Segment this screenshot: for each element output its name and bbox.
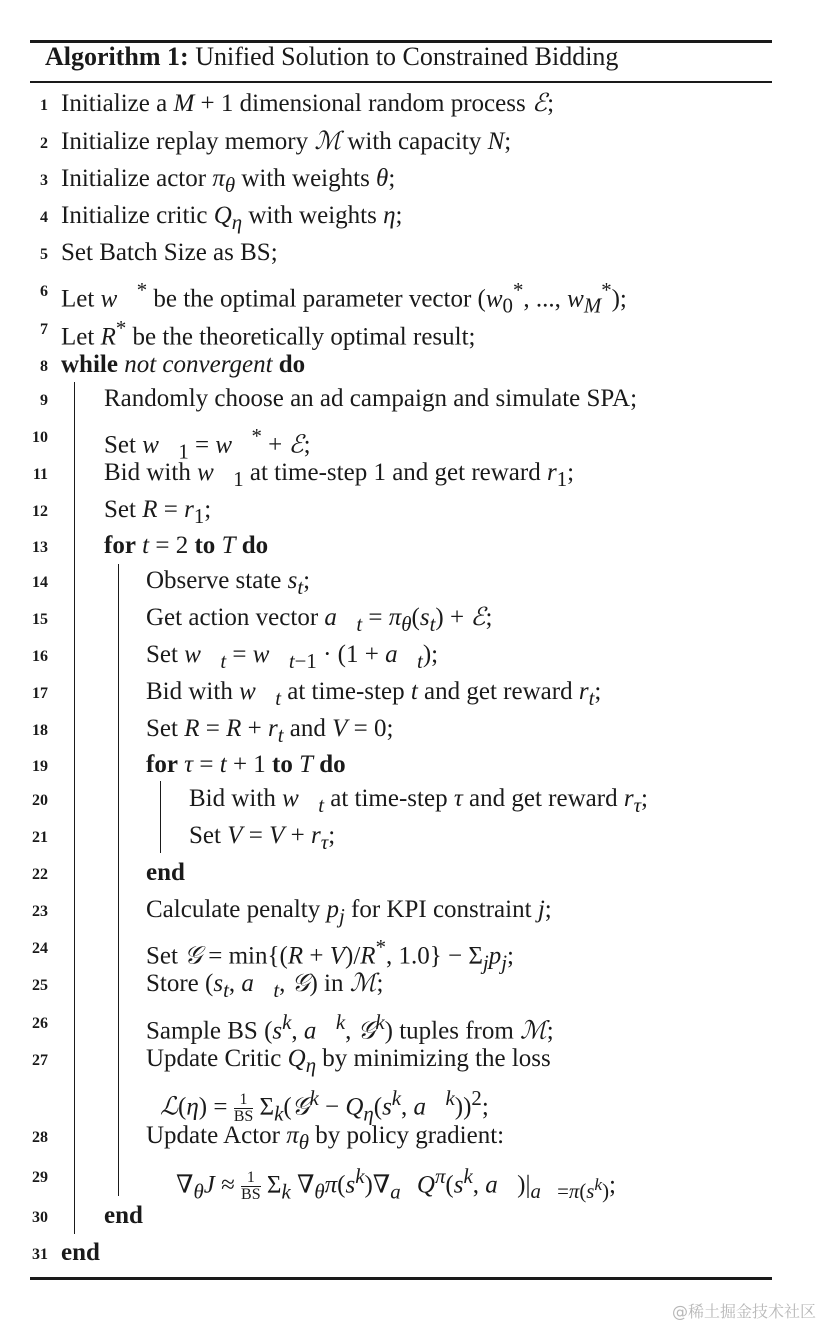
line-text: Update Critic $Q_\eta$ by minimizing the loss [146, 1045, 551, 1077]
line-text: Bid with $w⃗_1$ at time-step 1 and get reward $r_1$; [104, 459, 575, 491]
line-number: 31 [32, 1246, 48, 1263]
line-text: Set 𝒢 = min{(R + V)/R*, $1.0\} - \Sigma_jp_j$; [146, 935, 514, 975]
line-number: 19 [32, 758, 48, 775]
algo-line [0, 1158, 790, 1204]
bottom-rule [30, 1277, 772, 1280]
algo-line [0, 455, 790, 491]
algo-line [0, 347, 790, 383]
algo-line [0, 818, 790, 854]
line-number: 29 [32, 1169, 48, 1186]
line-number: 12 [32, 503, 48, 520]
algo-line [0, 272, 790, 318]
line-text: Update Actor $\pi_\theta$ by policy gradient: [146, 1122, 505, 1154]
line-number: 14 [32, 574, 48, 591]
line-text: Initialize a M + 1 dimensional random process ℰ; [61, 90, 555, 117]
line-number: 13 [32, 539, 48, 556]
line-number: 15 [32, 611, 48, 628]
watermark: @稀土掘金技术社区 [671, 1302, 816, 1321]
line-number: 27 [32, 1052, 48, 1069]
algorithm-label: Algorithm 1: [45, 42, 189, 71]
line-text: end [61, 1239, 100, 1266]
line-text: Let w⃗* be the optimal parameter vector ($w_0^*$, ..., $w_M^*$); [61, 278, 627, 318]
line-text: Set $R = R + r_t$ and V = 0; [146, 715, 394, 747]
line-text: Initialize critic $Q_\eta$ with weights η; [61, 202, 403, 234]
line-number: 21 [32, 829, 48, 846]
header-rule [30, 81, 772, 83]
line-text: Set Batch Size as BS; [61, 239, 278, 266]
line-number: 17 [32, 685, 48, 702]
line-number: 24 [32, 940, 48, 957]
algorithm-caption [45, 42, 618, 72]
line-number: 23 [32, 903, 48, 920]
line-number: 20 [32, 792, 48, 809]
line-number: 8 [40, 358, 48, 375]
line-text: Bid with $w⃗_t$ at time-step t and get reward $r_t$; [146, 678, 602, 710]
algo-line [0, 198, 790, 234]
algo-line [0, 528, 790, 564]
algorithm-title: Unified Solution to Constrained Bidding [195, 42, 619, 71]
algo-line [0, 855, 790, 891]
line-number: 2 [40, 135, 48, 152]
line-text: Set $R = r_1$; [104, 496, 212, 528]
algo-line [0, 1235, 790, 1271]
line-text: Observe state $s_t$; [146, 567, 311, 599]
algo-line [0, 492, 790, 528]
algo-line [0, 1004, 790, 1045]
line-text: end [146, 859, 185, 886]
line-number: 26 [32, 1015, 48, 1032]
line-text: $\nabla_\theta J$ ≈ $\frac{1}{BS}$ $\Sigma_k$ $\nabla_\theta\pi(s^k)\nabla_{a⃗}Q^\pi(s^k$, $a⃗)|_{a⃗=\pi(s^k)}$; [176, 1164, 616, 1204]
algo-line [0, 86, 790, 122]
line-number: 9 [40, 392, 48, 409]
line-number: 1 [40, 97, 48, 114]
algo-line [0, 563, 790, 599]
algo-line [0, 1118, 790, 1154]
line-text: end [104, 1202, 143, 1229]
line-text: Set $w⃗_t$ = $w⃗_{t-1} \cdot (1$ + $a⃗_t$); [146, 641, 439, 673]
algo-line [0, 418, 790, 464]
line-text: Randomly choose an ad campaign and simulate SPA; [104, 385, 638, 412]
algo-line [0, 381, 790, 417]
algo-line [0, 781, 790, 817]
algo-line [0, 929, 790, 975]
line-number: 5 [40, 246, 48, 263]
line-number: 4 [40, 209, 48, 226]
line-text: for τ = t + 1 to T do [146, 751, 346, 778]
line-text: Initialize replay memory ℳ with capacity N; [61, 128, 512, 155]
line-text: Initialize actor $\pi_\theta$ with weights θ; [61, 165, 396, 197]
line-number: 22 [32, 866, 48, 883]
line-text: Let R* be the theoretically optimal result; [61, 316, 476, 351]
algo-line [0, 161, 790, 197]
algo-line [0, 235, 790, 271]
line-number: 6 [40, 283, 48, 300]
line-text: for t = 2 to T do [104, 532, 269, 559]
line-number: 3 [40, 172, 48, 189]
algo-line [0, 600, 790, 636]
line-text: Bid with $w⃗_t$ at time-step τ and get reward $r_\tau$; [189, 785, 648, 817]
line-text: while not convergent do [61, 351, 306, 378]
algo-line [0, 310, 790, 351]
algo-line [0, 711, 790, 747]
line-number: 30 [32, 1209, 48, 1226]
algo-line [0, 892, 790, 928]
algo-line [0, 747, 790, 783]
algo-line [0, 674, 790, 710]
line-text: Set $V = V + r_\tau$; [189, 822, 336, 854]
algo-line [0, 124, 790, 160]
line-number: 16 [32, 648, 48, 665]
algo-line [0, 1198, 790, 1234]
algo-line [0, 1080, 790, 1126]
line-number: 10 [32, 429, 48, 446]
line-number: 28 [32, 1129, 48, 1146]
line-text: Calculate penalty $p_j$ for KPI constraint j; [146, 896, 552, 928]
line-text: Get action vector $a⃗_t = \pi_\theta(s_t)$ + ℰ; [146, 604, 493, 636]
line-number: 11 [32, 466, 48, 483]
algo-line [0, 1041, 790, 1077]
line-text: ℒ(η) = $\frac{1}{BS}$ $\Sigma_k(𝒢^k - Q_\eta(s^k$, a⃗$^k$))$^2$; [160, 1086, 489, 1126]
line-text: Store ($s_t$, $a⃗_t$, 𝒢) in ℳ; [146, 970, 384, 1002]
algo-line [0, 966, 790, 1002]
line-text: Set $w⃗_1$ = w⃗* + ℰ; [104, 424, 311, 464]
line-number: 25 [32, 977, 48, 994]
line-number: 7 [40, 321, 48, 338]
line-number: 18 [32, 722, 48, 739]
line-text: Sample BS ($s^k$, a⃗$^k$, 𝒢$^k$) tuples from ℳ; [146, 1010, 554, 1045]
algo-line [0, 637, 790, 673]
